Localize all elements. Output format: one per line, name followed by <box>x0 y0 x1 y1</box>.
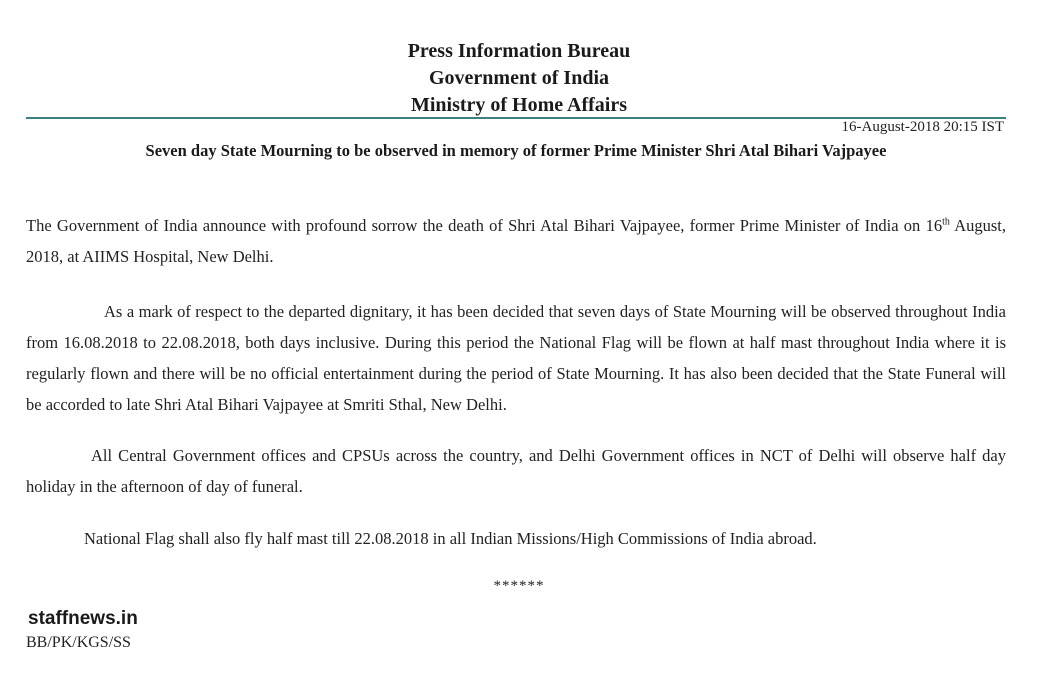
paragraph-holiday: All Central Government offices and CPSUs across the country, and Delhi Government offices in NCT of Delhi will observe half day holiday in the afternoon of day of funeral. <box>26 446 1006 496</box>
paragraph-announcement-end: August, 2018, at AIIMS Hospital, New Delhi. <box>26 216 1007 266</box>
document-header <box>0 38 1038 119</box>
reference-code: BB/PK/KGS/SS <box>26 634 131 651</box>
header-ministry: Ministry of Home Affairs <box>410 94 628 116</box>
paragraph-announcement <box>26 210 1006 272</box>
date-ordinal-suffix: th <box>942 216 950 228</box>
header-bureau: Press Information Bureau <box>407 40 631 62</box>
paragraph-announcement-start: The Government of India announce with profound sorrow the death of Shri Atal Bihari Vajpayee, former Prime Minister of India on 16 <box>26 216 943 235</box>
end-separator: ****** <box>493 578 545 594</box>
header-government: Government of India <box>429 67 609 89</box>
paragraph-missions-abroad: National Flag shall also fly half mast till 22.08.2018 in all Indian Missions/High Commissions of India abroad. <box>84 529 817 548</box>
release-subject: Seven day State Mourning to be observed in memory of former Prime Minister Shri Atal Bihari Vajpayee <box>145 141 887 160</box>
release-datetime: 16-August-2018 20:15 IST <box>841 119 1004 135</box>
watermark-site: staffnews.in <box>28 608 138 629</box>
paragraph-state-mourning: As a mark of respect to the departed dignitary, it has been decided that seven days of State Mourning will be observed throughout India from 16.08.2018 to 22.08.2018, both days inclusive. During this period the National Flag will be flown at half mast throughout India where it is regularly flown and there will be no official entertainment during the period of State Mourning. It has also been decided that the State Funeral will be accorded to late Shri Atal Bihari Vajpayee at Smriti Sthal, New Delhi. <box>26 302 1006 414</box>
